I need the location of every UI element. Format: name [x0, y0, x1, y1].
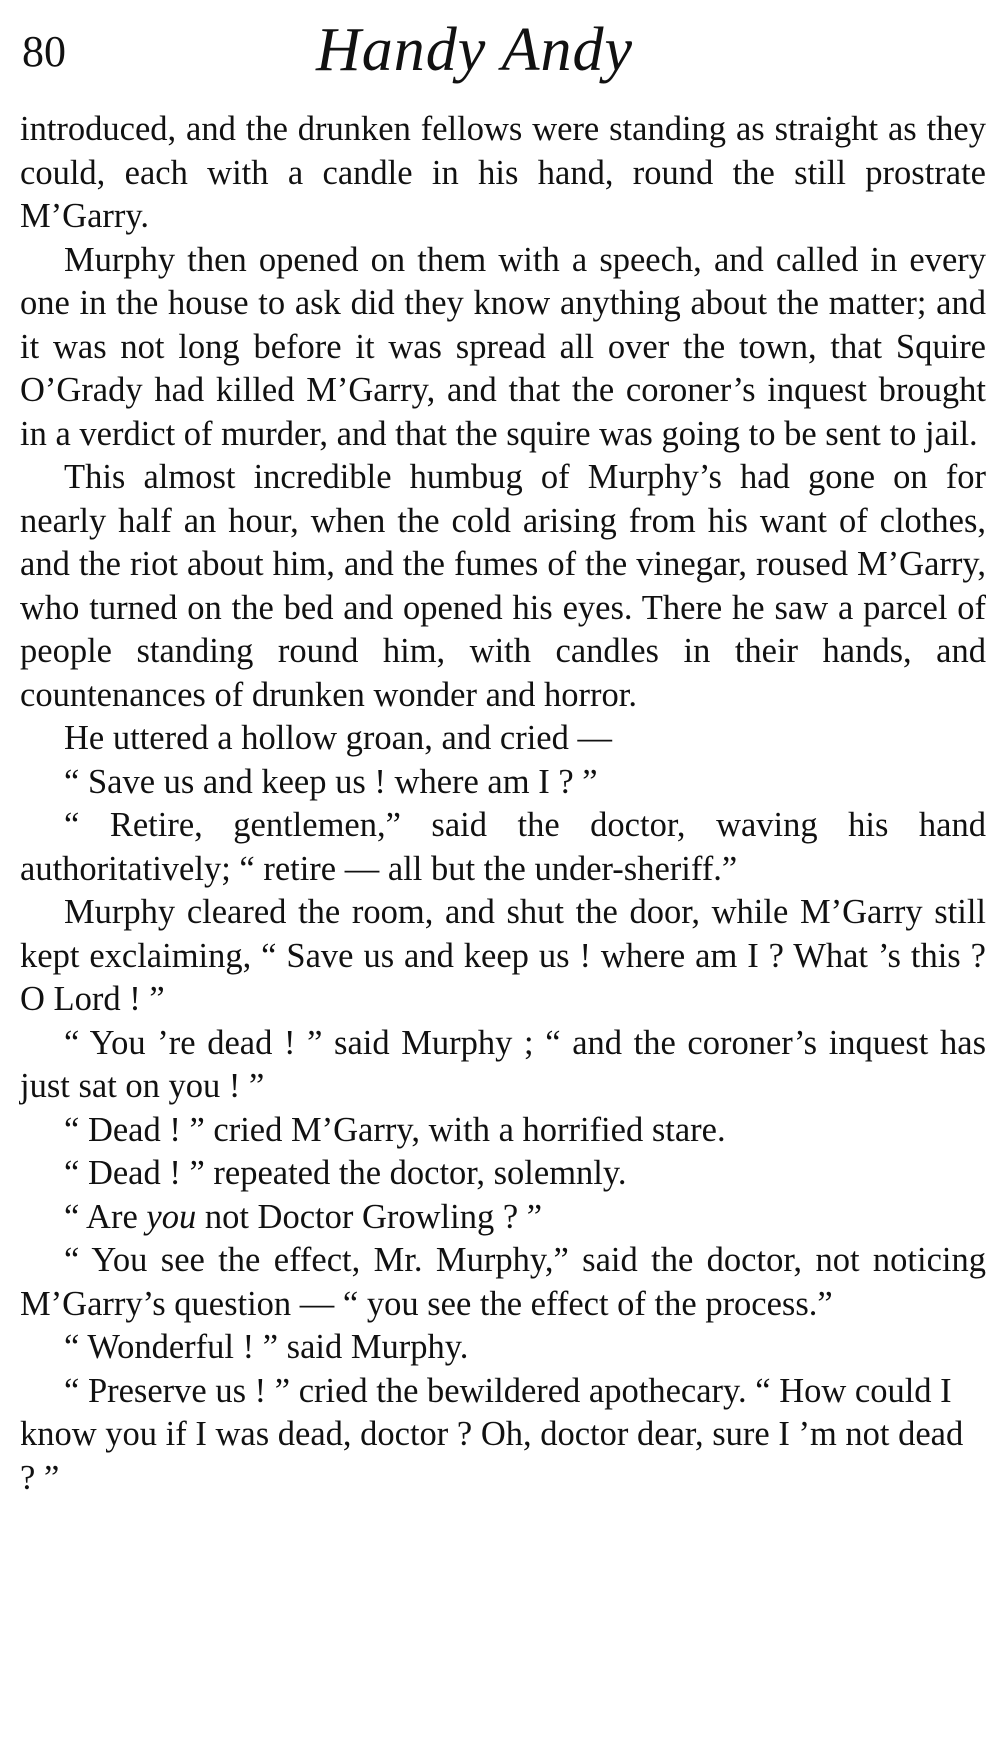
book-page: [20, 14, 986, 1500]
paragraph-doctor-growling-emphasis: you: [146, 1197, 197, 1236]
paragraph-hollow-groan: He uttered a hollow groan, and cried —: [64, 719, 612, 757]
running-title: Handy Andy: [316, 16, 634, 84]
paragraph-wonderful: “ Wonderful ! ” said Murphy.: [64, 1328, 469, 1366]
page-header: [20, 14, 986, 102]
paragraph-doctor-growling: [20, 1196, 986, 1240]
paragraph-save-us: “ Save us and keep us ! where am I ? ”: [64, 762, 598, 801]
paragraph-youre-dead: “ You ’re dead ! ” said Murphy ; “ and the coroner’s inquest has just sat on you ! ”: [20, 1023, 986, 1105]
paragraph-dead-cried: “ Dead ! ” cried M’Garry, with a horrified stare.: [64, 1110, 726, 1149]
paragraph-introduced: introduced, and the drunken fellows were standing as straight as they could, each with a candle in his hand, round the still prostrate M’Garry.: [20, 110, 986, 235]
body-text: [20, 108, 986, 1500]
page-number: 80: [22, 27, 66, 76]
paragraph-cleared-room: Murphy cleared the room, and shut the door, while M’Garry still kept exclaiming, “ Save us and keep us ! where am I ? What ’s this ? O Lord ! ”: [20, 893, 986, 1018]
paragraph-doctor-growling-after: not Doctor Growling ? ”: [196, 1197, 543, 1236]
paragraph-preserve-us: “ Preserve us ! ” cried the bewildered apothecary. “ How could I know you if I was dead, doctor ? Oh, doctor dear, sure I ’m not dead ? ”: [20, 1371, 964, 1497]
paragraph-humbug: This almost incredible humbug of Murphy’s had gone on for nearly half an hour, when the cold arising from his want of clothes, and the riot about him, and the fumes of the vinegar, roused M’Garry, who turned on the bed and opened his eyes. There he saw a parcel of people standing round him, with candles in their hands, and countenances of drunken wonder and horror.: [20, 458, 986, 714]
paragraph-retire: “ Retire, gentlemen,” said the doctor, waving his hand authoritatively; “ retire — all but the under-sheriff.”: [20, 806, 986, 888]
paragraph-dead-repeated: “ Dead ! ” repeated the doctor, solemnly.: [64, 1154, 627, 1192]
paragraph-doctor-growling-before: “ Are: [64, 1197, 147, 1236]
paragraph-effect: “ You see the effect, Mr. Murphy,” said the doctor, not noticing M’Garry’s question — “ you see the effect of the process.”: [20, 1241, 986, 1323]
paragraph-murphy-speech: Murphy then opened on them with a speech, and called in every one in the house to ask did they know anything about the matter; and it was not long before it was spread all over the town, that Squire O’Grady had killed M’Garry, and that the coroner’s inquest brought in a verdict of murder, and that the squire was going to be sent to jail.: [20, 240, 986, 453]
